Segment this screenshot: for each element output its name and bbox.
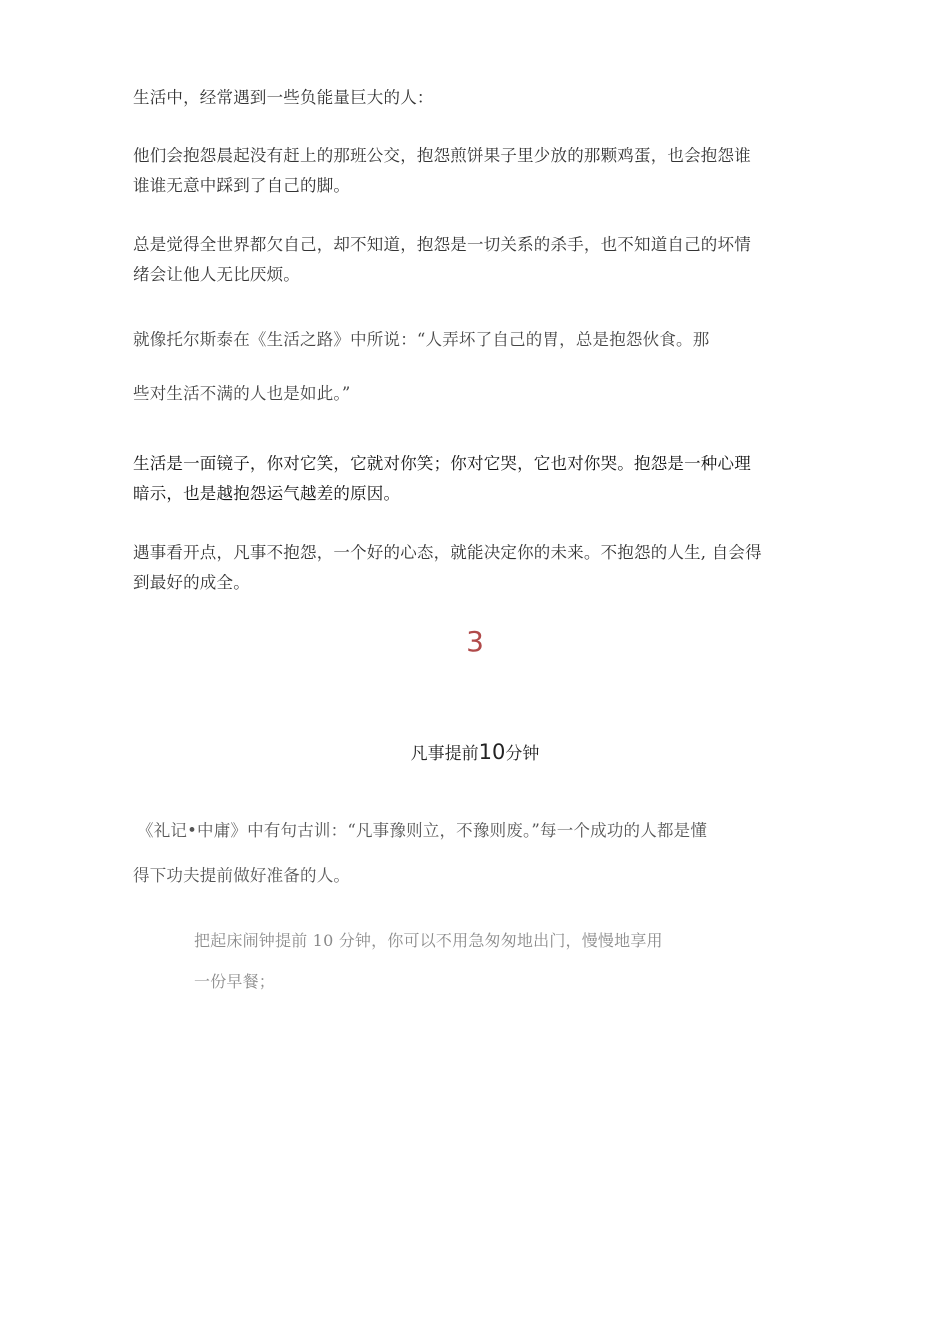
indented-tip-line-2: 一份早餐；: [194, 972, 276, 991]
paragraph-mindset-line-2: 到最好的成全。: [133, 573, 250, 592]
section-number: 3: [466, 625, 484, 658]
section-title-suffix: 分钟: [505, 744, 540, 764]
paragraph-tolstoy-quote-line-1: 就像托尔斯泰在《生活之路》中所说：“人弄坏了自己的胃，总是抱怨伙食。那: [133, 330, 710, 349]
paragraph-world-owes-line-2: 绪会让他人无比厌烦。: [133, 265, 300, 284]
section-title: [0, 741, 950, 765]
paragraph-complaints-line-2: 谁谁无意中踩到了自己的脚。: [133, 176, 351, 195]
paragraph-mirror-line-1: 生活是一面镜子，你对它笑，它就对你笑；你对它哭，它也对你哭。抱怨是一种心理: [133, 454, 751, 473]
paragraph-intro: 生活中，经常遇到一些负能量巨大的人：: [133, 88, 434, 107]
paragraph-mirror-line-2: 暗示，也是越抱怨运气越差的原因。: [133, 484, 401, 503]
paragraph-liji-quote-line-1: 《礼记•中庸》中有句古训：“凡事豫则立，不豫则废。”每一个成功的人都是懂: [137, 821, 708, 840]
paragraph-mindset-line-1: 遇事看开点，凡事不抱怨，一个好的心态，就能决定你的未来。不抱怨的人生, 自会得: [133, 543, 762, 562]
paragraph-world-owes-line-1: 总是觉得全世界都欠自己，却不知道，抱怨是一切关系的杀手，也不知道自己的坏情: [133, 235, 751, 254]
paragraph-complaints-line-1: 他们会抱怨晨起没有赶上的那班公交，抱怨煎饼果子里少放的那颗鸡蛋，也会抱怨谁: [133, 146, 751, 165]
paragraph-tolstoy-quote-line-2: 些对生活不满的人也是如此。”: [133, 384, 351, 403]
section-title-number: 10: [478, 740, 506, 764]
indented-tip-line-1: 把起床闹钟提前 10 分钟，你可以不用急匆匆地出门，慢慢地享用: [194, 931, 663, 950]
paragraph-liji-quote-line-2: 得下功夫提前做好准备的人。: [133, 866, 351, 885]
section-title-prefix: 凡事提前: [410, 744, 479, 764]
